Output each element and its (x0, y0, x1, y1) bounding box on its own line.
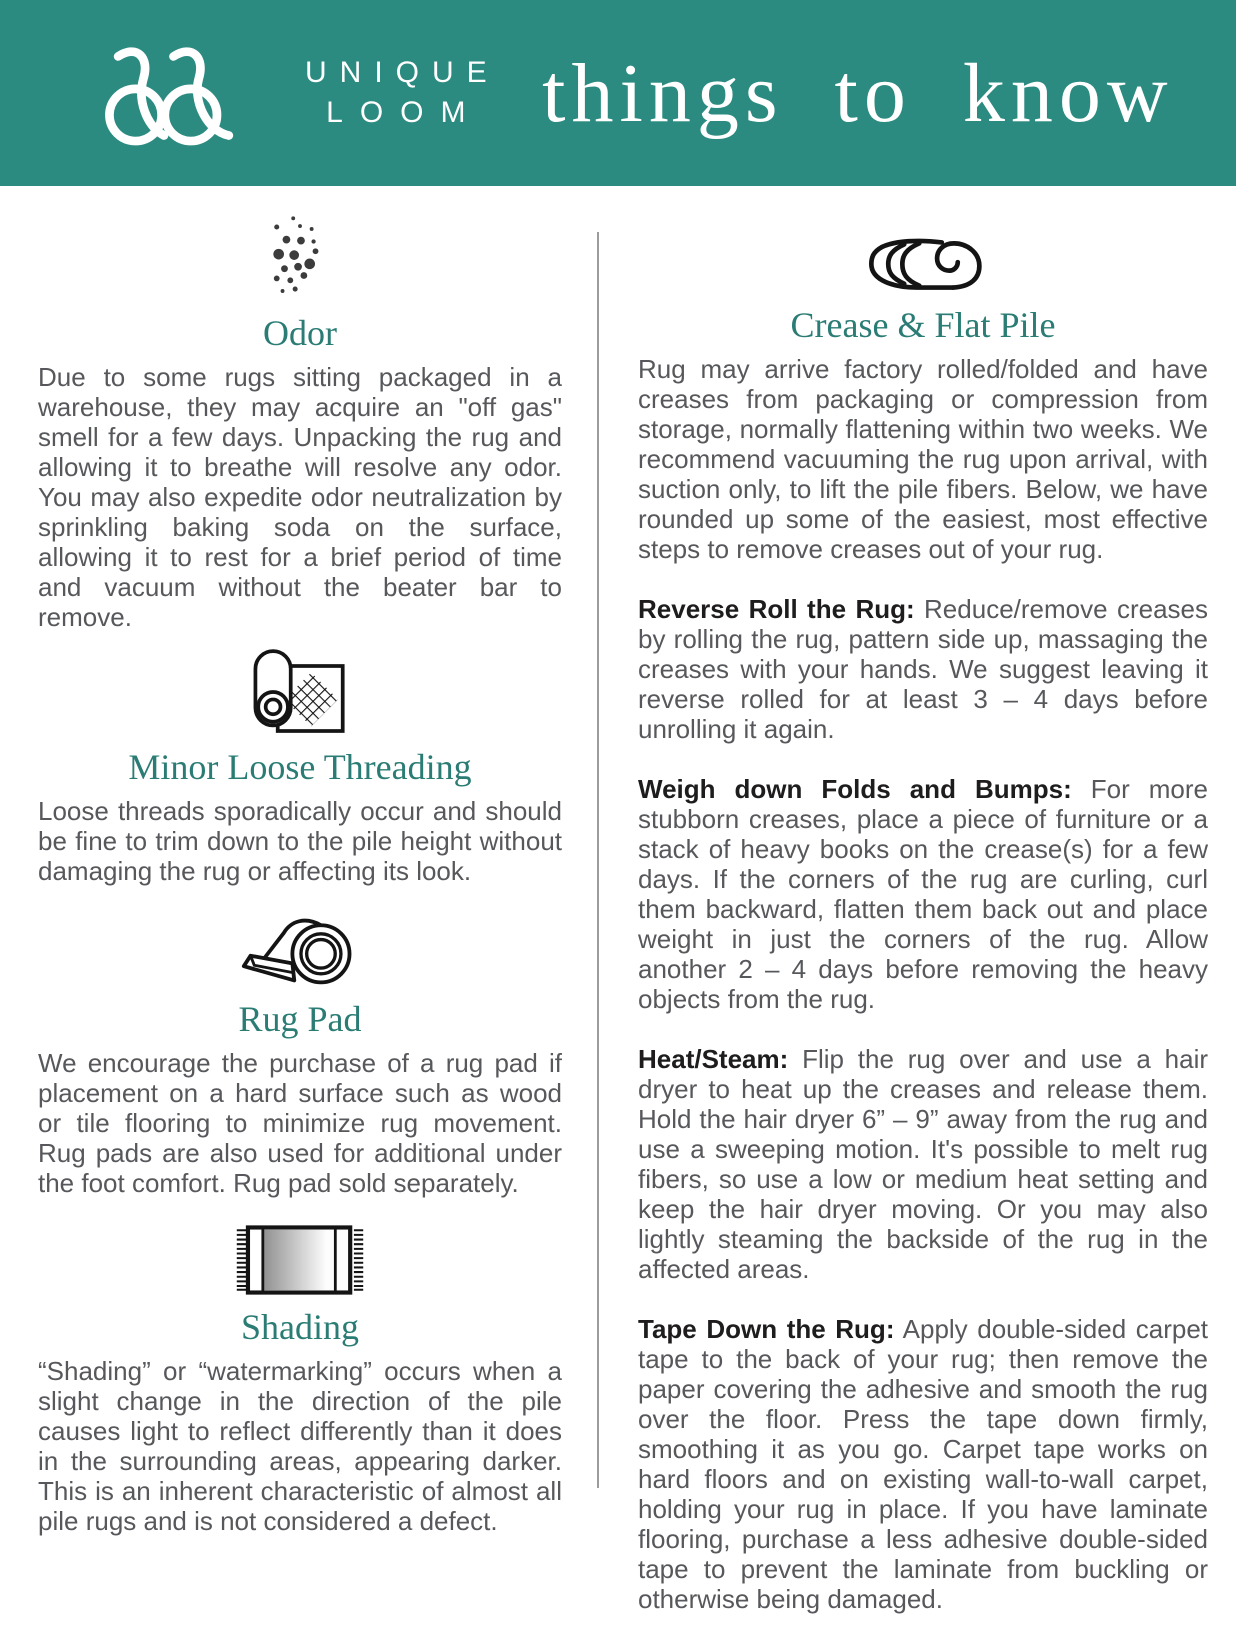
section-body-loose-threading: Loose threads sporadically occur and should be fine to trim down to the pile height without damaging the rug or affecting its look. (38, 796, 562, 886)
crease-intro-paragraph: Rug may arrive factory rolled/folded and have creases from packaging or compression from storage, normally flattening within two weeks. We recommend vacuuming the rug upon arrival, with suction only, to lift the pile fibers. Below, we have rounded up some of the easiest, most effective steps to remove creases out of your rug. (638, 354, 1208, 564)
column-divider (597, 232, 599, 1488)
section-heading-shading: Shading (240, 1307, 359, 1347)
tip-reverse-roll (638, 594, 1208, 744)
left-column (0, 186, 598, 1644)
section-crease-flat-pile (638, 234, 1208, 1614)
section-heading-crease: Crease & Flat Pile (790, 305, 1056, 345)
tip-weigh-down (638, 774, 1208, 1014)
section-heading-odor: Odor (263, 313, 337, 353)
section-body-rug-pad: We encourage the purchase of a rug pad if placement on a hard surface such as wood or tile flooring to minimize rug movement. Rug pads are also used for additional under the foot comfort. Rug pad sold separately. (38, 1048, 562, 1198)
brand-line-unique: UNIQUE (305, 56, 500, 89)
section-rug-pad (38, 910, 562, 1198)
section-body-shading: “Shading” or “watermarking” occurs when a slight change in the direction of the pile causes light to reflect differently than it does in the surrounding areas, appearing darker. This is an inherent characteristic of almost all pile rugs and is not considered a defect. (38, 1356, 562, 1536)
brand-line-loom: LOOM (326, 96, 483, 129)
section-heading-loose-threading: Minor Loose Threading (128, 747, 472, 787)
tip-label-tape-down: Tape Down the Rug: (638, 1314, 895, 1344)
tip-label-weigh-down: Weigh down Folds and Bumps: (638, 774, 1072, 804)
tip-body-tape-down: Apply double-sided carpet tape to the back of your rug; then remove the paper covering the adhesive and smooth the rug over the floor. Press the tape down firmly, smoothing it as you go. Carpet tape works on hard floors and on existing wall-to-wall carpet, holding your rug in place. If you have laminate flooring, purchase a less adhesive double-sided tape to prevent the laminate from buckling or otherwise being damaged. (638, 1314, 1209, 1614)
rug-pad-roll-icon (38, 910, 562, 990)
header-banner (0, 0, 1236, 186)
tip-body-reverse-roll: Reduce/remove creases by rolling the rug, pattern side up, massaging the creases with your hands. We suggest leaving it reverse rolled for at least 3 – 4 days before unrolling it again. (638, 594, 1208, 744)
section-loose-threading (38, 646, 562, 886)
tip-label-heat-steam: Heat/Steam: (638, 1044, 789, 1074)
tip-tape-down (638, 1314, 1208, 1614)
brand-name (292, 53, 500, 133)
tip-body-heat-steam: Flip the rug over and use a hair dryer to heat up the creases and release them. Hold the hair dryer 6” – 9” away from the rug and use a sweeping motion. It's possible to melt rug fibers, so use a low or medium heat setting and keep the hair dryer moving. Or you may also lightly steaming the backside of the rug in the affected areas. (638, 1044, 1209, 1284)
content-area (0, 186, 1236, 1644)
rolled-rug-icon (638, 234, 1208, 296)
section-heading-rug-pad: Rug Pad (238, 999, 362, 1039)
tip-heat-steam (638, 1044, 1208, 1284)
tip-label-reverse-roll: Reverse Roll the Rug: (638, 594, 915, 624)
section-odor (38, 214, 562, 632)
odor-dots-icon (38, 214, 562, 304)
right-column (598, 186, 1236, 1644)
tip-body-weigh-down: For more stubborn creases, place a piece of furniture or a stack of heavy books on the crease(s) for a few days. If the corners of the rug are curling, curl them backward, flatten them back out and place weight in just the corners of the rug. Allow another 2 – 4 days before removing the heavy objects from the rug. (638, 774, 1208, 1014)
shading-rug-icon (38, 1222, 562, 1298)
unique-loom-logo-icon (96, 40, 266, 153)
loose-threading-rug-icon (38, 646, 562, 738)
page-title: things to know (542, 46, 1174, 140)
section-body-odor: Due to some rugs sitting packaged in a warehouse, they may acquire an "off gas" smell for a few days. Unpacking the rug and allowing it to breathe will resolve any odor. You may also expedite odor neutralization by sprinkling baking soda on the surface, allowing it to rest for a brief period of time and vacuum without the beater bar to remove. (38, 362, 562, 632)
section-shading (38, 1222, 562, 1536)
